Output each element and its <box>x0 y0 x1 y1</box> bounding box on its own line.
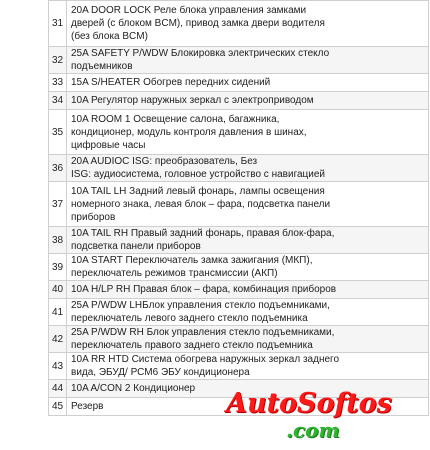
fuse-description: 10A A/CON 2 Кондиционер <box>67 380 429 398</box>
fuse-number: 33 <box>49 74 67 92</box>
fuse-description: 10A H/LP RH Правая блок – фара, комбинация приборов <box>67 281 429 299</box>
fuse-number: 39 <box>49 254 67 281</box>
fuse-description: Резерв <box>67 398 429 416</box>
table-row <box>49 47 429 74</box>
fuse-number: 32 <box>49 47 67 74</box>
table-row <box>49 281 429 299</box>
fuse-number: 37 <box>49 182 67 227</box>
table-row <box>49 326 429 353</box>
fuse-number: 40 <box>49 281 67 299</box>
fuse-description: 15A S/HEATER Обогрев передних сидений <box>67 74 429 92</box>
fuse-table <box>48 0 429 416</box>
watermark-main-text: AutoSoftos <box>226 388 392 419</box>
fuse-number: 34 <box>49 92 67 110</box>
fuse-description: 10A ROOM 1 Освещение салона, багажника, кондиционер, модуль контроля давления в шинах, цифровые часы <box>67 110 429 155</box>
fuse-description: 10A TAIL RH Правый задний фонарь, правая блок-фара, подсветка панели приборов <box>67 227 429 254</box>
table-row <box>49 182 429 227</box>
table-row <box>49 155 429 182</box>
fuse-number: 41 <box>49 299 67 326</box>
table-row <box>49 92 429 110</box>
fuse-description: 25A SAFETY P/WDW Блокировка электрических стекло подъемников <box>67 47 429 74</box>
watermark-sub-text: .com <box>286 418 340 442</box>
fuse-number: 45 <box>49 398 67 416</box>
table-row <box>49 110 429 155</box>
fuse-number: 31 <box>49 1 67 47</box>
fuse-number: 42 <box>49 326 67 353</box>
fuse-description: 10A Регулятор наружных зеркал с электроприводом <box>67 92 429 110</box>
table-row <box>49 299 429 326</box>
table-row <box>49 353 429 380</box>
fuse-number: 38 <box>49 227 67 254</box>
table-row <box>49 227 429 254</box>
table-row <box>49 254 429 281</box>
fuse-number: 43 <box>49 353 67 380</box>
fuse-description: 10A START Переключатель замка зажигания (МКП), переключатель режимов трансмиссии (АКП) <box>67 254 429 281</box>
table-row <box>49 74 429 92</box>
table-row <box>49 1 429 47</box>
fuse-description: 10A TAIL LH Задний левый фонарь, лампы освещения номерного знака, левая блок – фара, подсветка панели приборов <box>67 182 429 227</box>
watermark-logo <box>226 388 426 448</box>
fuse-number: 36 <box>49 155 67 182</box>
fuse-description: 20A AUDIOC ISG: преобразователь, Без ISG: аудиосистема, головное устройство с навигацией <box>67 155 429 182</box>
fuse-description: 20A DOOR LOCK Реле блока управления замками дверей (с блоком BCM), привод замка двери водителя (без блока BCM) <box>67 1 429 47</box>
fuse-table-body <box>49 1 429 416</box>
fuse-description: 25A P/WDW RH Блок управления стекло подъемниками, переключатель правого заднего стекло подъемника <box>67 326 429 353</box>
fuse-number: 35 <box>49 110 67 155</box>
fuse-description: 25A P/WDW LHБлок управления стекло подъемниками, переключатель левого заднего стекло подъемника <box>67 299 429 326</box>
fuse-number: 44 <box>49 380 67 398</box>
fuse-description: 10A RR HTD Система обогрева наружных зеркал заднего вида, ЭБУД/ РСМ6 ЭБУ кондиционера <box>67 353 429 380</box>
